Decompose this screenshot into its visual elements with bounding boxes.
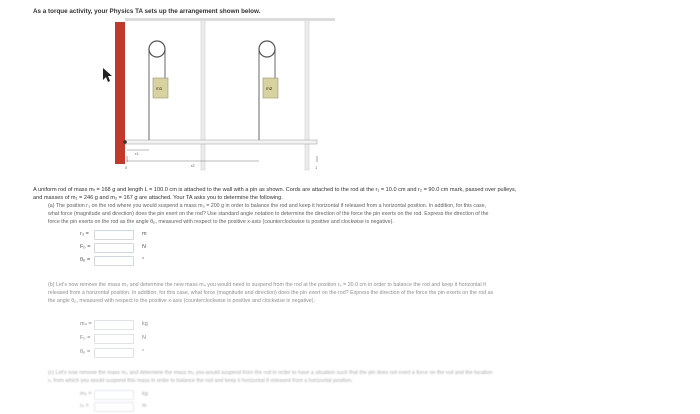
r5-input[interactable]: [94, 402, 134, 412]
tick-0-label: 0: [125, 165, 128, 170]
r2-label: r2: [191, 163, 195, 168]
theta-b-input[interactable]: [94, 348, 134, 358]
problem-line-1: A uniform rod of mass mᵣ = 168 g and length L = 100.0 cm is attached to the wall with a pin as shown. Cords are attached to the rod at the r₁ = 10.0 cm and r₂ = 90.0 cm mark, passed over pulleys,: [33, 187, 517, 193]
fp-b-input[interactable]: [94, 334, 134, 344]
support-post-left: [201, 20, 205, 170]
fp-a-input[interactable]: [94, 243, 134, 253]
pulley-right: [259, 41, 275, 57]
cursor-icon: [103, 68, 112, 82]
problem-statement: [33, 186, 693, 202]
intro-text: As a torque activity, your Physics TA sets up the arrangement shown below.: [33, 8, 261, 15]
ceiling-support: [125, 18, 335, 21]
m5-input[interactable]: [94, 390, 134, 400]
pulley-left: [149, 41, 165, 57]
r3-input[interactable]: [94, 230, 134, 240]
part-a-text: (a) The position r₃ on the rod where you would suspend a mass m₃ = 200 g in order to balance the rod and keep it horizontal if released from a horizontal position. In addition, for this case, what force (magnitude and direction) does the pin exert on the rod? Use standard angle notation to determine the direction of the force the pin exerts on the rod. Express the direction of the force the pin exerts on the rod as the angle θₚ, measured with respect to the positive x-axis (counterclockwise is positive and clockwise is negative).: [48, 203, 489, 225]
m4-input[interactable]: [94, 320, 134, 330]
support-post-right: [305, 20, 309, 170]
part-b-text: (b) Let's now remove the mass m₃ and determine the new mass m₄ you would need to suspend from the rod at the position r₄ = 20.0 cm in order to balance the rod and keep it horizontal if released from a horizontal position. In addition, for this case, what force (magnitude and direction) does the pin exert on the rod? Express the direction of the force the pin exerts on the rod as the angle θₚ, measured with respect to the positive x-axis (counterclockwise is positive and clockwise is negative).: [48, 282, 494, 304]
rod: [125, 140, 317, 144]
mass-m2-label: m2: [266, 86, 273, 91]
pin: [123, 140, 127, 144]
r1-label: r1: [135, 151, 139, 156]
mass-m1-label: m1: [156, 86, 163, 91]
problem-line-2: and masses of m₁ = 246 g and m₂ = 167 g are attached. Your TA asks you to determine the following.: [33, 195, 283, 202]
torque-setup-figure: [97, 16, 337, 174]
theta-a-input[interactable]: [94, 256, 134, 266]
part-c-text: (c) Let's now remove the mass m₄ and determine the mass m₅ you would suspend from the rod in order to have a situation such that the pin does not exert a force on the rod and the location r₅ from which you would suspend this mass in order to balance the rod and keep it horizontal if released from a horizontal position.: [48, 370, 493, 384]
tick-1-label: 1: [315, 165, 318, 170]
